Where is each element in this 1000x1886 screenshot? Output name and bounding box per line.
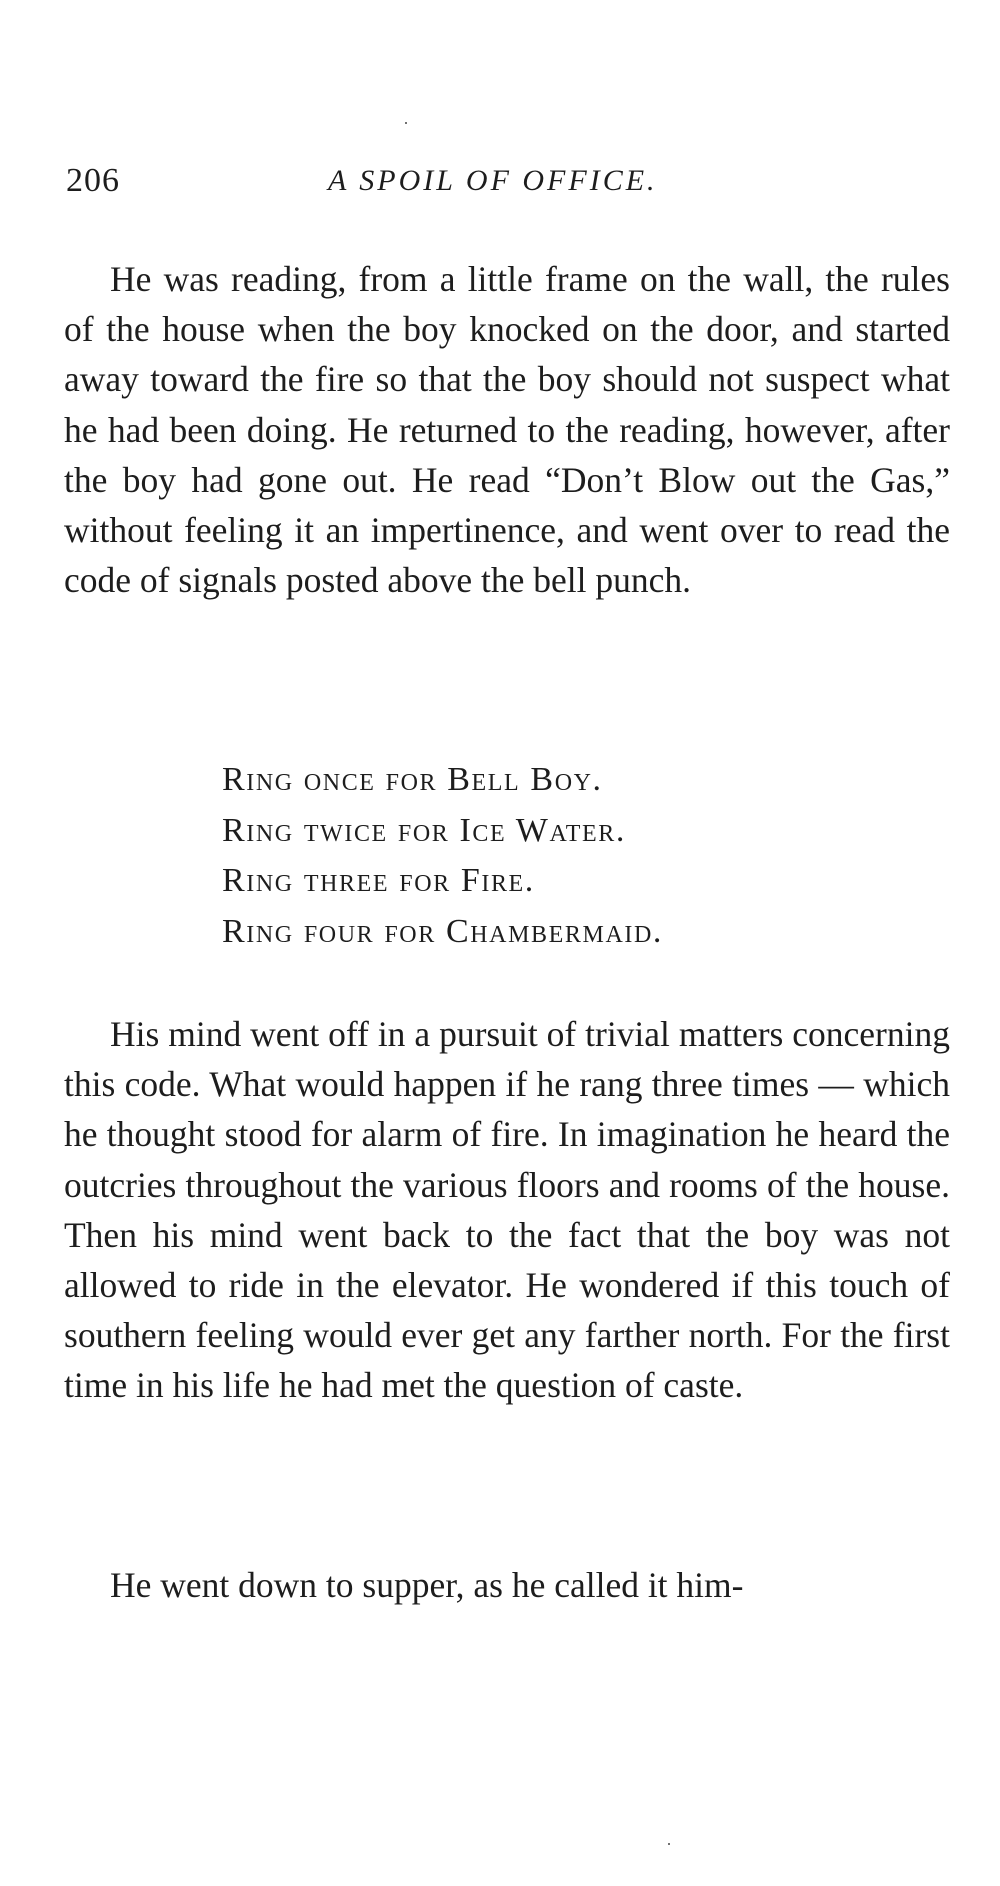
paragraph-3 bbox=[64, 1560, 950, 1610]
ink-speck bbox=[405, 122, 407, 124]
paragraph-text: His mind went off in a pursuit of trivial matters concerning this code. What would happen if he rang three times — which he thought stood for alarm of fire. In imagination he heard the outcries throughout the various floors and rooms of the house. Then his mind went back to the fact that the boy was not allowed to ride in the elevator. He wondered if this touch of southern feeling would ever get any farther north. For the first time in his life he had met the question of caste. bbox=[64, 1014, 950, 1406]
signal-code-list bbox=[222, 755, 663, 957]
signal-code-line: Ring four for Chambermaid. bbox=[222, 912, 663, 950]
signal-code-line: Ring once for Bell Boy. bbox=[222, 761, 603, 798]
signal-code-line: Ring three for Fire. bbox=[222, 862, 535, 899]
paragraph-1 bbox=[64, 254, 950, 605]
ink-speck bbox=[668, 1843, 670, 1845]
page-header bbox=[66, 162, 950, 208]
paragraph-2 bbox=[64, 1009, 950, 1411]
running-title: A SPOIL OF OFFICE. bbox=[328, 164, 658, 197]
page-number: 206 bbox=[66, 162, 120, 199]
paragraph-text: He was reading, from a little frame on the wall, the rules of the house when the boy knocked on the door, and started away toward the fire so that the boy should not suspect what he had been doing. He returned to the reading, however, after the boy had gone out. He read “Don’t Blow out the Gas,” without feeling it an impertinence, and went over to read the code of signals posted above the bell punch. bbox=[64, 259, 950, 601]
signal-code-line: Ring twice for Ice Water. bbox=[222, 811, 626, 849]
paragraph-text: He went down to supper, as he called it him- bbox=[110, 1565, 744, 1605]
